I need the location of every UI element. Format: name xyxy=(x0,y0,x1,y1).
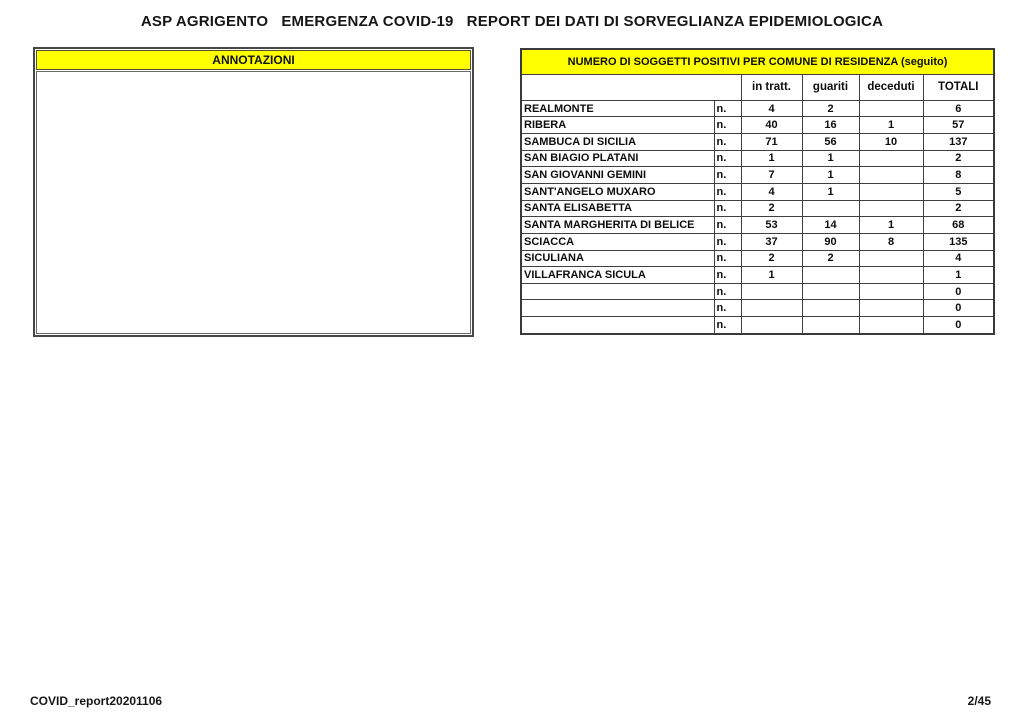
comune-cell: SAN GIOVANNI GEMINI xyxy=(521,167,714,184)
totali-cell: 1 xyxy=(923,267,994,284)
totali-cell: 57 xyxy=(923,117,994,134)
n-prefix-cell: n. xyxy=(714,217,741,234)
totali-cell: 5 xyxy=(923,183,994,200)
in-tratt-cell: 40 xyxy=(741,117,802,134)
column-header-deceduti: deceduti xyxy=(859,75,923,101)
comune-cell xyxy=(521,283,714,300)
table-header-row xyxy=(521,75,994,101)
totali-cell: 137 xyxy=(923,134,994,151)
in-tratt-cell: 53 xyxy=(741,217,802,234)
guariti-cell: 56 xyxy=(802,134,859,151)
table-row xyxy=(521,100,994,117)
column-header-guariti: guariti xyxy=(802,75,859,101)
positives-table-container xyxy=(520,48,993,335)
in-tratt-cell: 4 xyxy=(741,183,802,200)
table-row xyxy=(521,217,994,234)
comune-cell: VILLAFRANCA SICULA xyxy=(521,267,714,284)
annotations-content xyxy=(36,71,471,334)
footer-page-number: 2/45 xyxy=(967,694,991,708)
table-row xyxy=(521,134,994,151)
comune-cell: SANT'ANGELO MUXARO xyxy=(521,183,714,200)
deceduti-cell xyxy=(859,300,923,317)
in-tratt-cell xyxy=(741,300,802,317)
page-title: ASP AGRIGENTO EMERGENZA COVID-19 REPORT DEI DATI DI SORVEGLIANZA EPIDEMIOLOGICA xyxy=(140,13,884,30)
deceduti-cell xyxy=(859,267,923,284)
deceduti-cell: 8 xyxy=(859,233,923,250)
guariti-cell xyxy=(802,267,859,284)
n-prefix-cell: n. xyxy=(714,233,741,250)
in-tratt-cell: 1 xyxy=(741,267,802,284)
totali-cell: 0 xyxy=(923,317,994,334)
in-tratt-cell: 1 xyxy=(741,150,802,167)
comune-cell: SCIACCA xyxy=(521,233,714,250)
table-row xyxy=(521,300,994,317)
table-title-row xyxy=(521,49,994,75)
deceduti-cell xyxy=(859,250,923,267)
n-prefix-cell: n. xyxy=(714,283,741,300)
guariti-cell xyxy=(802,283,859,300)
deceduti-cell xyxy=(859,150,923,167)
table-title: NUMERO DI SOGGETTI POSITIVI PER COMUNE DI RESIDENZA (seguito) xyxy=(521,49,994,75)
totali-cell: 8 xyxy=(923,167,994,184)
column-header-totali: TOTALI xyxy=(923,75,994,101)
totali-cell: 0 xyxy=(923,300,994,317)
table-row xyxy=(521,117,994,134)
table-row xyxy=(521,233,994,250)
n-prefix-cell: n. xyxy=(714,250,741,267)
table-row xyxy=(521,283,994,300)
totali-cell: 4 xyxy=(923,250,994,267)
table-row xyxy=(521,200,994,217)
table-row xyxy=(521,150,994,167)
n-prefix-cell: n. xyxy=(714,100,741,117)
guariti-cell: 1 xyxy=(802,167,859,184)
guariti-cell xyxy=(802,317,859,334)
in-tratt-cell: 71 xyxy=(741,134,802,151)
totali-cell: 68 xyxy=(923,217,994,234)
totali-cell: 6 xyxy=(923,100,994,117)
deceduti-cell: 1 xyxy=(859,217,923,234)
comune-cell: RIBERA xyxy=(521,117,714,134)
in-tratt-cell: 4 xyxy=(741,100,802,117)
deceduti-cell xyxy=(859,317,923,334)
in-tratt-cell: 7 xyxy=(741,167,802,184)
deceduti-cell xyxy=(859,167,923,184)
deceduti-cell xyxy=(859,100,923,117)
totali-cell: 2 xyxy=(923,200,994,217)
comune-cell: SAN BIAGIO PLATANI xyxy=(521,150,714,167)
totali-cell: 0 xyxy=(923,283,994,300)
n-prefix-cell: n. xyxy=(714,200,741,217)
guariti-cell xyxy=(802,300,859,317)
n-prefix-cell: n. xyxy=(714,317,741,334)
guariti-cell: 90 xyxy=(802,233,859,250)
totali-cell: 2 xyxy=(923,150,994,167)
guariti-cell: 2 xyxy=(802,250,859,267)
comune-cell xyxy=(521,317,714,334)
n-prefix-cell: n. xyxy=(714,150,741,167)
guariti-cell: 1 xyxy=(802,150,859,167)
table-row xyxy=(521,183,994,200)
table-row xyxy=(521,167,994,184)
n-prefix-cell: n. xyxy=(714,134,741,151)
deceduti-cell: 10 xyxy=(859,134,923,151)
deceduti-cell xyxy=(859,200,923,217)
deceduti-cell xyxy=(859,283,923,300)
comune-cell: SANTA ELISABETTA xyxy=(521,200,714,217)
guariti-cell xyxy=(802,200,859,217)
n-prefix-cell: n. xyxy=(714,183,741,200)
n-prefix-cell: n. xyxy=(714,167,741,184)
table-row xyxy=(521,267,994,284)
comune-cell: REALMONTE xyxy=(521,100,714,117)
comune-cell: SAMBUCA DI SICILIA xyxy=(521,134,714,151)
comune-cell: SANTA MARGHERITA DI BELICE xyxy=(521,217,714,234)
in-tratt-cell: 37 xyxy=(741,233,802,250)
table-row xyxy=(521,250,994,267)
guariti-cell: 2 xyxy=(802,100,859,117)
footer-filename: COVID_report20201106 xyxy=(30,694,163,708)
comune-cell xyxy=(521,300,714,317)
totali-cell: 135 xyxy=(923,233,994,250)
annotations-box xyxy=(33,47,474,337)
in-tratt-cell xyxy=(741,317,802,334)
column-header-in-tratt: in tratt. xyxy=(741,75,802,101)
positives-table xyxy=(520,48,995,335)
table-row xyxy=(521,317,994,334)
deceduti-cell: 1 xyxy=(859,117,923,134)
n-prefix-cell: n. xyxy=(714,267,741,284)
in-tratt-cell xyxy=(741,283,802,300)
in-tratt-cell: 2 xyxy=(741,250,802,267)
in-tratt-cell: 2 xyxy=(741,200,802,217)
guariti-cell: 16 xyxy=(802,117,859,134)
column-header-empty xyxy=(521,75,741,101)
table-body xyxy=(521,100,994,334)
guariti-cell: 14 xyxy=(802,217,859,234)
annotations-header: ANNOTAZIONI xyxy=(36,50,471,70)
n-prefix-cell: n. xyxy=(714,117,741,134)
deceduti-cell xyxy=(859,183,923,200)
n-prefix-cell: n. xyxy=(714,300,741,317)
guariti-cell: 1 xyxy=(802,183,859,200)
comune-cell: SICULIANA xyxy=(521,250,714,267)
